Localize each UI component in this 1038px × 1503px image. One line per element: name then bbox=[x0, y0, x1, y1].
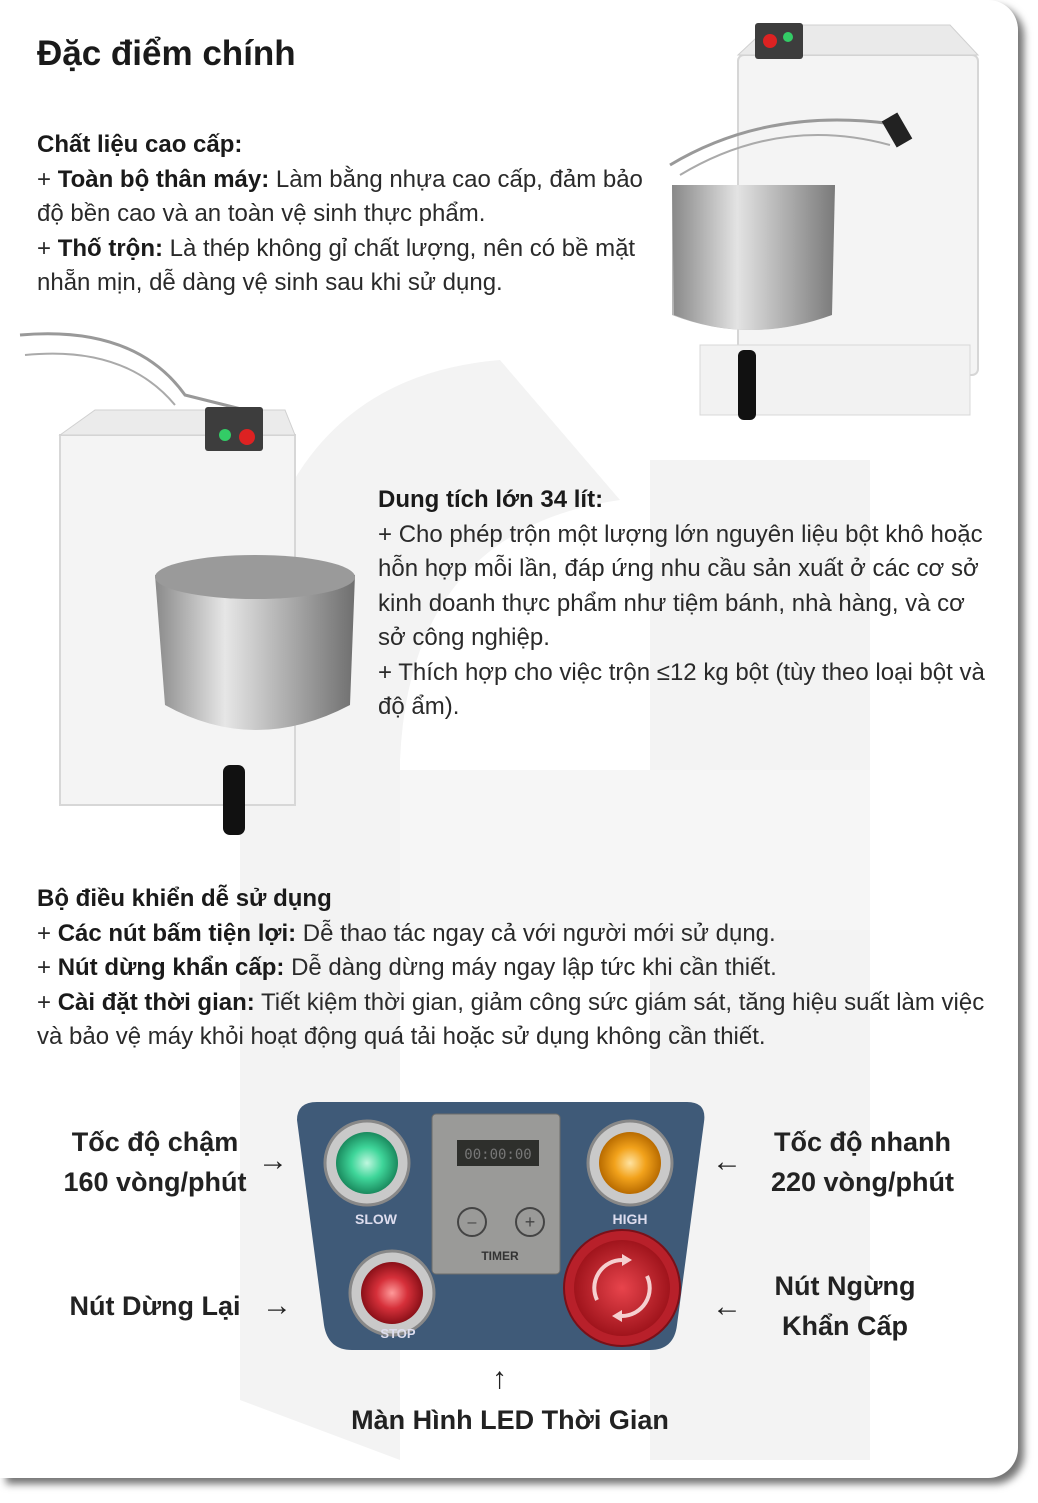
capacity-section bbox=[378, 483, 998, 725]
svg-text:+: + bbox=[524, 1212, 536, 1232]
material-heading: Chất liệu cao cấp: bbox=[37, 131, 243, 158]
stop-button-callout: Nút Dừng Lại bbox=[69, 1291, 241, 1321]
control-heading: Bộ điều khiển dễ sử dụng bbox=[37, 885, 332, 912]
control-panel bbox=[292, 1100, 712, 1355]
emergency-stop-callout: Nút Ngừng Khẩn Cấp bbox=[774, 1271, 916, 1341]
material-item: + Thố trộn: Là thép không gỉ chất lượng, nên có bề mặt nhẵn mịn, dễ dàng vệ sinh sau khi sử dụng. bbox=[37, 234, 636, 296]
slow-button-label: SLOW bbox=[355, 1211, 397, 1227]
material-item: + Toàn bộ thân máy: Làm bằng nhựa cao cấp, đảm bảo độ bền cao và an toàn vệ sinh thực phẩm. bbox=[37, 165, 643, 227]
arrow-right-icon: → bbox=[258, 1144, 288, 1177]
fast-speed-label: Tốc độ nhanh 220 vòng/phút bbox=[770, 1127, 954, 1197]
led-display: 00:00:00 bbox=[464, 1147, 532, 1163]
stop-button-label: STOP bbox=[380, 1326, 416, 1341]
high-button-label: HIGH bbox=[612, 1211, 648, 1227]
capacity-item: + Thích hợp cho việc trộn ≤12 kg bột (tùy theo loại bột và độ ẩm). bbox=[378, 658, 985, 720]
led-display-callout: Màn Hình LED Thời Gian bbox=[351, 1405, 669, 1435]
arrow-right-icon: → bbox=[262, 1289, 292, 1322]
mixer-photo-side bbox=[15, 325, 360, 840]
control-section bbox=[37, 882, 997, 1055]
page-title: Đặc điểm chính bbox=[37, 34, 296, 73]
control-item: + Các nút bấm tiện lợi: Dễ thao tác ngay cả với người mới sử dụng. bbox=[37, 919, 776, 947]
capacity-heading: Dung tích lớn 34 lít: bbox=[378, 486, 604, 513]
capacity-item: + Cho phép trộn một lượng lớn nguyên liệu bột khô hoặc hỗn hợp mỗi lần, đáp ứng nhu cầu sản xuất ở các cơ sở kinh doanh thực phẩm như tiệm bánh, nhà hàng, và cơ sở công nghiệp. bbox=[378, 520, 983, 651]
timer-label: TIMER bbox=[481, 1249, 519, 1263]
mixer-photo-front bbox=[660, 15, 990, 425]
arrow-left-icon: ← bbox=[712, 1145, 742, 1178]
control-item: + Nút dừng khẩn cấp: Dễ dàng dừng máy ngay lập tức khi cần thiết. bbox=[37, 954, 777, 981]
arrow-left-icon: ← bbox=[712, 1290, 742, 1323]
slow-speed-label: Tốc độ chậm 160 vòng/phút bbox=[63, 1127, 247, 1197]
control-item: + Cài đặt thời gian: Tiết kiệm thời gian, giảm công sức giám sát, tăng hiệu suất làm việc và bảo vệ máy khỏi hoạt động quá tải hoặc sử dụng không cần thiết. bbox=[37, 988, 985, 1050]
svg-text:–: – bbox=[467, 1214, 477, 1231]
material-section bbox=[37, 128, 647, 301]
arrow-up-icon: ↑ bbox=[492, 1362, 507, 1395]
